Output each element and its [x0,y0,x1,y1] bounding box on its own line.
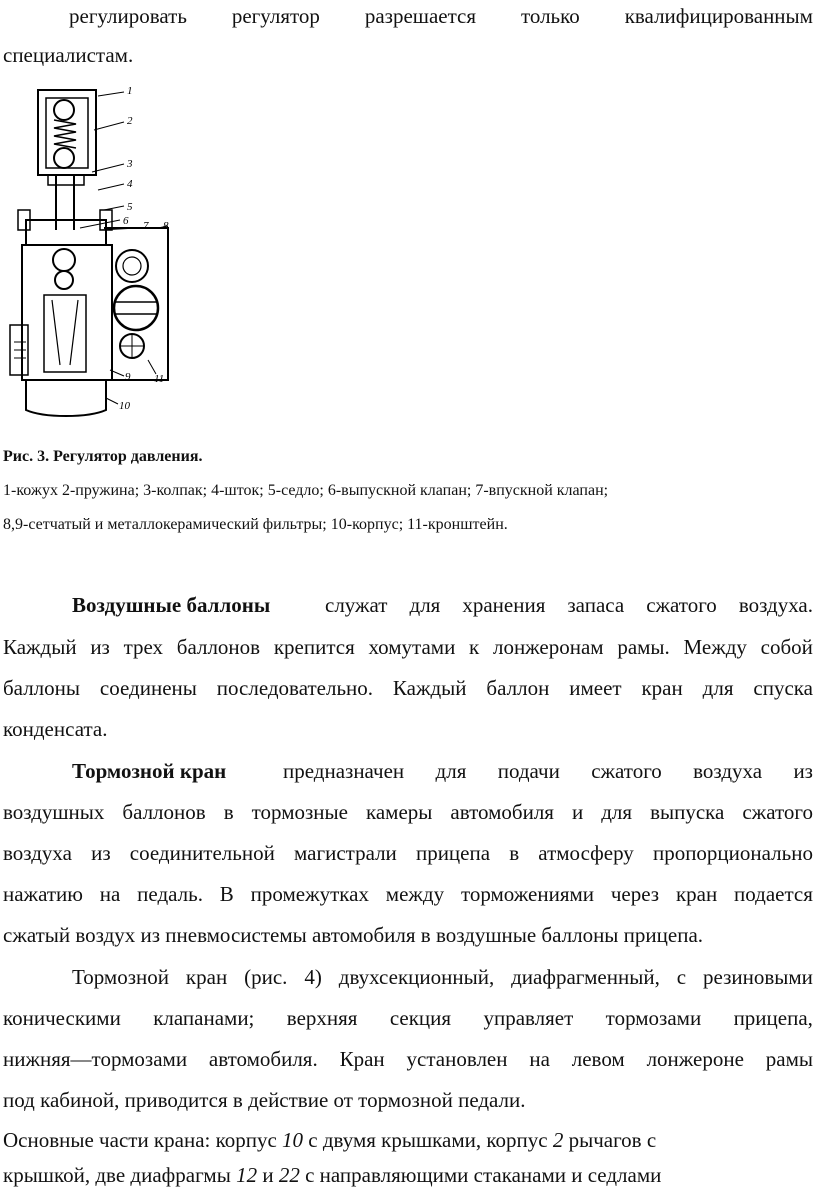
word: кран [185,965,228,989]
word: трех [123,635,164,659]
valve-line-1-words [283,759,813,784]
word: для [601,800,633,824]
word: регулировать [69,4,187,28]
word: квалифицированным [624,4,813,28]
word: хранения [462,593,546,617]
word: сжатого [646,593,717,617]
figure-caption-line-2: 8,9-сетчатый и металлокерамический фильтры; 10-корпус; 11-кронштейн. [3,516,508,533]
valve-term: Тормозной кран [72,759,227,783]
figure-label-10: 10 [119,400,130,412]
word: тормозные [251,800,348,824]
balloons-term: Воздушные баллоны [72,593,271,617]
word: подается [734,882,813,906]
word: сжатого [742,800,813,824]
word: с [676,965,687,989]
figure-caption-title: Рис. 3. Регулятор давления. [3,448,203,465]
word: баллон [486,676,550,700]
figure-label-3: 3 [127,158,133,170]
word: на [99,882,121,906]
word: прицепа [415,841,491,865]
word: соединены [99,676,197,700]
word: управляет [483,1006,574,1030]
word: из [91,841,111,865]
word: кран [675,882,718,906]
word: баллонов [176,635,261,659]
parts-num-2: 2 [552,1128,564,1152]
word: торможениями [460,882,595,906]
word: на [529,1047,550,1071]
word: баллоны [3,676,80,700]
parts-text-f: с направляющими стаканами и седлами [299,1163,662,1187]
valve-line-1 [72,759,813,784]
word: и [571,800,584,824]
word: в [223,800,234,824]
word: левом [571,1047,625,1071]
word: только [520,4,580,28]
word: между [385,882,445,906]
word: спуска [753,676,813,700]
figure-label-5: 5 [127,201,133,213]
word: воздушных [3,800,105,824]
figure-label-7: 7 [143,220,149,232]
word: для [409,593,441,617]
word: нижняя—тормозами [3,1047,188,1071]
word: автомобиля [450,800,554,824]
word: установлен [406,1047,508,1071]
figure-label-4: 4 [127,178,133,190]
word: Тормозной [72,965,169,989]
word: коническими [3,1006,121,1030]
word: разрешается [364,4,477,28]
word: атмосферу [538,841,634,865]
word: из [793,759,813,783]
word: крепится [273,635,355,659]
word: через [610,882,660,906]
word: магистрали [294,841,397,865]
word: Между [683,635,747,659]
valve2-line-3 [3,1047,813,1072]
word: запаса [567,593,625,617]
word: сжатого [591,759,662,783]
figure-label-1: 1 [127,85,133,97]
word: диафрагменный, [511,965,660,989]
word: хомутами [368,635,456,659]
figure-label-9: 9 [125,371,131,383]
word: в [509,841,520,865]
word: воздуха [3,841,72,865]
word: соединительной [129,841,275,865]
word: кран [641,676,683,700]
valve-line-5: сжатый воздух из пневмосистемы автомобиля в воздушные баллоны прицепа. [3,923,704,947]
figure-label-2: 2 [127,115,133,127]
valve-line-2 [3,800,813,825]
parts-text-c: рычагов с [563,1128,657,1152]
figure-label-6: 6 [123,215,129,227]
word: тормозами [605,1006,702,1030]
word: баллонов [122,800,206,824]
word: лонжеронам [492,635,604,659]
word: педаль. [137,882,203,906]
word: выпуска [650,800,725,824]
balloons-line-1 [72,593,813,618]
word: регулятор [231,4,320,28]
word: верхняя [286,1006,358,1030]
balloons-line-2 [3,635,813,660]
word: рамы [765,1047,813,1071]
word: 4) [304,965,322,989]
word: Каждый [3,635,77,659]
valve-line-3 [3,841,813,866]
balloons-line-4: конденсата. [3,717,108,741]
word: (рис. [244,965,288,989]
parts-text-a: Основные части крана: корпус [3,1128,283,1152]
valve2-line-1 [72,965,813,990]
word: прицепа, [733,1006,813,1030]
parts-num-10: 10 [282,1128,304,1152]
word: резиновыми [703,965,813,989]
word: Каждый [392,676,467,700]
balloons-line-3 [3,676,813,701]
word: лонжероне [646,1047,744,1071]
word: В [219,882,234,906]
word: служат [325,593,388,617]
word: рамы. [617,635,670,659]
word: пропорционально [652,841,813,865]
word: промежутках [250,882,369,906]
word: автомобиля. [208,1047,318,1071]
word: клапанами; [153,1006,255,1030]
parts-line-1 [3,1128,656,1153]
intro-line-1 [69,4,813,29]
valve2-line-4: под кабиной, приводится в действие от тормозной педали. [3,1088,526,1112]
word: воздуха [693,759,763,783]
word: подачи [497,759,560,783]
word: из [90,635,110,659]
word: камеры [365,800,433,824]
figure-label-11: 11 [154,373,165,385]
word: двухсекционный, [338,965,495,989]
valve2-line-2 [3,1006,813,1031]
word: к [469,635,480,659]
balloons-line-1-words [325,593,813,618]
parts-num-22: 22 [278,1163,300,1187]
word: Кран [339,1047,385,1071]
word: для [435,759,467,783]
valve-line-4 [3,882,813,907]
word: предназначен [283,759,405,783]
pressure-regulator-drawing [8,80,188,425]
word: секция [389,1006,452,1030]
parts-text-d: крышкой, две диафрагмы [3,1163,237,1187]
word: последовательно. [216,676,374,700]
parts-line-2 [3,1163,661,1188]
word: имеет [569,676,622,700]
intro-line-2: специалистам. [3,43,134,67]
parts-text-e: и [257,1163,279,1187]
word: собой [760,635,813,659]
parts-text-b: с двумя крышками, корпус [303,1128,553,1152]
figure-caption-line-1: 1-кожух 2-пружина; 3-колпак; 4-шток; 5-седло; 6-выпускной клапан; 7-впускной клапан; [3,482,609,499]
figure-label-8: 8 [163,220,169,232]
parts-num-12: 12 [236,1163,258,1187]
word: нажатию [3,882,83,906]
word: для [702,676,734,700]
word: воздуха. [738,593,813,617]
